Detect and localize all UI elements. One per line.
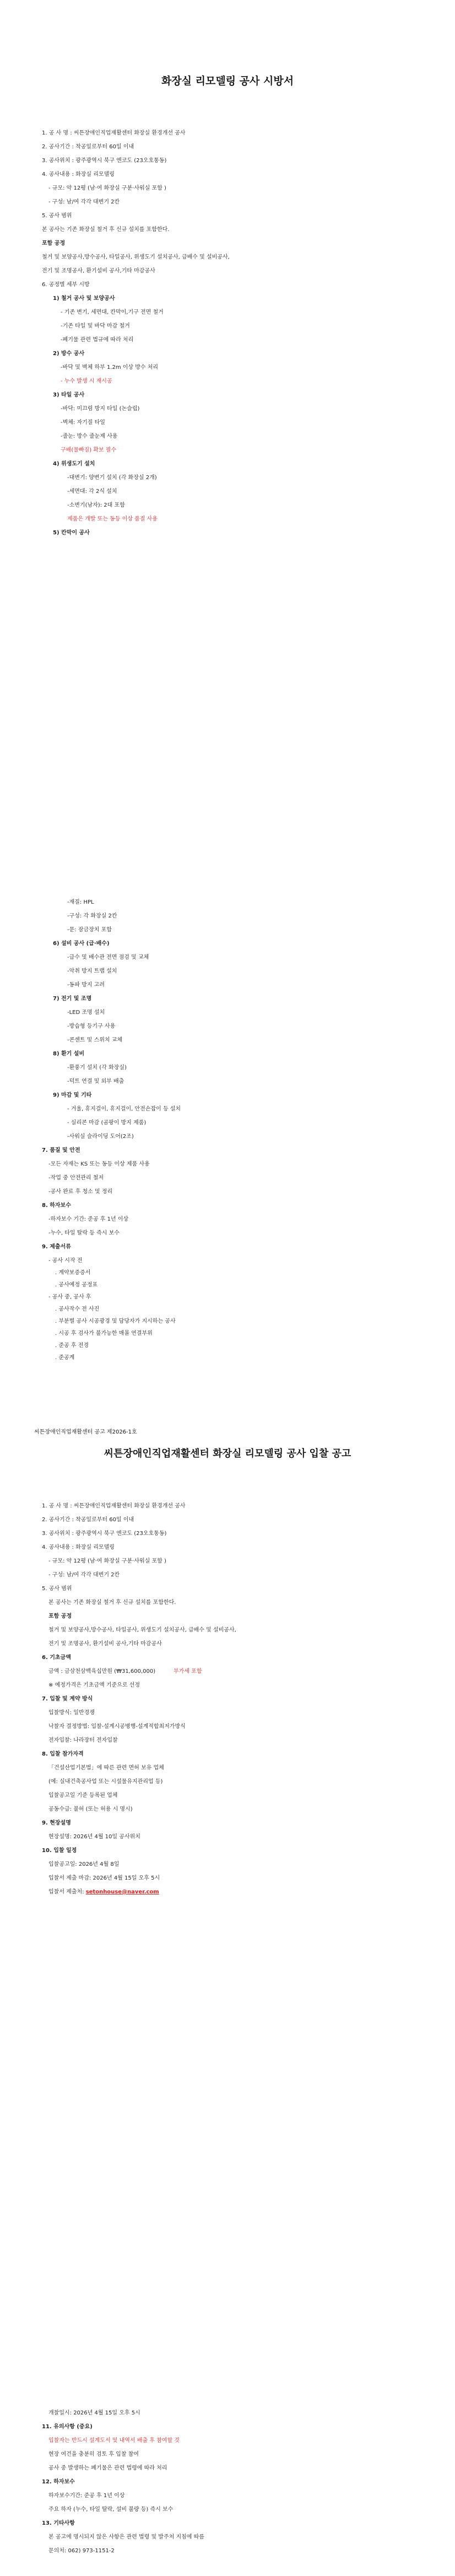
spec-line: 5. 공사 범위 xyxy=(42,213,72,219)
notice-number: 씨튼장애인직업재활센터 공고 제2026-1호 xyxy=(34,1429,137,1435)
notice-line: 본 공사는 기존 화장실 철거 후 신규 설치를 포함한다. xyxy=(48,1600,176,1606)
spec-line: -악취 방지 트랩 설치 xyxy=(67,968,117,974)
spec-line: 포함 공정 xyxy=(42,240,66,246)
spec-line: 6) 설비 공사 (급·배수) xyxy=(53,941,110,947)
notice-line: 10. 입찰 일정 xyxy=(42,1848,77,1854)
spec-line: . 준공 후 전경 xyxy=(55,1343,89,1349)
notice-line: 입찰공고일 기준 등록된 업체 xyxy=(48,1793,118,1799)
spec-line: -구성: 각 화장실 2칸 xyxy=(67,913,117,919)
notice-line: ※ 예정가격은 기초금액 기준으로 선정 xyxy=(48,1682,140,1688)
notice-line: 포함 공정 xyxy=(48,1613,72,1619)
spec-line: 1) 철거 공사 및 보양공사 xyxy=(53,296,115,302)
spec-line: 6. 공정별 세부 시방 xyxy=(42,282,90,288)
notice-line: 입찰공고일: 2026년 4월 8일 xyxy=(48,1861,120,1867)
notice-line: - 규모: 약 12평 (남·여 화장실 구분·사워실 포함 ) xyxy=(48,1558,166,1564)
notice-line: 입찰서 제출 마감: 2026년 4월 15일 오후 5시 xyxy=(48,1875,160,1881)
notice-line: 입찰방식: 일반경쟁 xyxy=(48,1710,95,1716)
notice-line: 공사 중 발생하는 폐기물은 관련 법령에 따라 처리 xyxy=(48,2465,167,2471)
spec-line: 8) 환기 설비 xyxy=(53,1051,85,1057)
spec-line: . 준공계 xyxy=(55,1355,75,1361)
notice-line: 8. 입찰 참가자격 xyxy=(42,1751,84,1757)
spec-line: . 공사예정 공정표 xyxy=(55,1282,98,1288)
notice-line: 전기 및 조명공사, 환기설비 공사,기타 마감공사 xyxy=(48,1641,162,1647)
notice-line: 주요 하자 (누수, 타일 탈락, 설비 불량 등) 즉시 보수 xyxy=(48,2507,174,2513)
spec-line: -사워실 슬라이딩 도어(2조) xyxy=(67,1134,134,1140)
spec-title: 화장실 리모델링 공사 시방서 xyxy=(161,75,294,87)
notice-line: 개찰일시: 2026년 4월 15일 오후 5시 xyxy=(48,2410,140,2416)
spec-line: 4. 공사내용 : 화장실 리모델링 xyxy=(42,171,115,178)
notice-line: 본 공고에 명시되지 않은 사항은 관련 법령 및 발주처 지침에 따름 xyxy=(48,2534,204,2540)
notice-line: - 구성: 남/여 각각 대변기 2칸 xyxy=(48,1572,120,1578)
vat-note: 부가세 포함 xyxy=(174,1668,202,1675)
spec-line: . 부분별 공사 시공광경 및 담당자가 지시하는 공사 xyxy=(55,1318,176,1324)
spec-line: -줄눈: 방수 줄눈제 사용 xyxy=(61,433,118,439)
notice-title: 씨튼장애인직업재활센터 화장실 리모델링 공사 입찰 공고 xyxy=(104,1448,351,1459)
spec-line: 9) 마감 및 기타 xyxy=(53,1092,92,1098)
notice-line: 전자입찰: 나라장터 전자입찰 xyxy=(48,1737,118,1743)
notice-line: 「건설산업기본법」에 따른 관련 면허 보유 업체 xyxy=(48,1765,164,1771)
spec-line: -문: 잠금장치 포함 xyxy=(67,927,112,933)
spec-line: 3) 타일 공사 xyxy=(53,392,85,398)
spec-line: - 공사 중, 공사 후 xyxy=(48,1294,91,1300)
spec-line: -LED 조명 설치 xyxy=(67,1010,105,1016)
notice-line: 철거 및 보양공사,방수공사, 타일공사, 위생도기 설치공사, 급배수 및 설비공사, xyxy=(48,1627,236,1633)
notice-line: 금액 : 금삼천삼백육십만원 (₩31,600,000) xyxy=(48,1668,156,1675)
spec-line: -환풍기 설치 (각 화장실) xyxy=(67,1065,127,1071)
spec-line: 구배(물빠짐) 확보 필수 xyxy=(61,447,117,453)
spec-line: -벽체: 자기질 타일 xyxy=(61,420,105,426)
notice-line: 12. 하자보수 xyxy=(42,2479,75,2485)
notice-line: 문의처: 062) 973-1151-2 xyxy=(48,2548,115,2554)
spec-line: - 실리콘 마감 (곰팡이 방지 제품) xyxy=(67,1120,147,1126)
spec-line: -세면대: 각 2식 설치 xyxy=(67,489,117,495)
notice-line: 공동수급: 불허 (또는 허용 시 명시) xyxy=(48,1806,133,1812)
notice-line: 5. 공사 범위 xyxy=(42,1586,72,1592)
spec-line: -작업 중 안전관리 철저 xyxy=(48,1175,104,1181)
spec-line: - 거울, 휴지걸이, 휴지걸이, 안전손잡이 등 설치 xyxy=(67,1106,181,1112)
spec-line: 4) 위생도기 설치 xyxy=(53,461,95,467)
spec-line: -대변기: 양변기 설치 (각 화장실 2개) xyxy=(67,475,157,481)
spec-line: -급수 및 배수관 전면 점검 및 교체 xyxy=(67,954,149,960)
spec-line: 제품은 개발 또는 동등 이상 품질 사용 xyxy=(67,516,158,522)
spec-line: 철거 및 보양공사,방수공사, 타일공사, 위생도기 설치공사, 급배수 및 설비공사, xyxy=(42,254,230,260)
notice-line: 7. 입찰 및 계약 방식 xyxy=(42,1696,93,1702)
spec-line: -방습형 등기구 사용 xyxy=(67,1023,116,1029)
notice-line: 13. 기타사항 xyxy=(42,2520,75,2526)
notice-line: 11. 유의사항 (중요) xyxy=(42,2424,93,2430)
spec-line: -누수, 타일 탈락 등 즉시 보수 xyxy=(48,1230,120,1236)
spec-line: -소변기(남자): 2대 포함 xyxy=(67,502,125,508)
spec-line: -기존 타일 및 바닥 마감 철거 xyxy=(61,323,130,329)
spec-line: - 공사 시작 전 xyxy=(48,1258,83,1264)
spec-line: -하자보수 기간: 준공 후 1년 이상 xyxy=(48,1216,129,1222)
spec-line: 7) 전기 및 조명 xyxy=(53,996,92,1002)
spec-line: 5) 칸막이 공사 xyxy=(53,530,90,536)
spec-line: -동파 방지 고려 xyxy=(67,982,105,988)
spec-line: . 시공 후 검사가 불가능한 매몰 연결부위 xyxy=(55,1330,153,1337)
email-line xyxy=(48,1888,159,1896)
spec-line: 1. 공 사 명 : 씨튼장애인직업재활센터 화장실 환경개선 공사 xyxy=(42,130,186,136)
notice-line: 6. 기초금액 xyxy=(42,1655,71,1661)
spec-line: - 누수 발생 시 재시공 xyxy=(61,378,112,384)
spec-line: 본 공사는 기존 화장실 철거 후 신규 설치를 포함한다. xyxy=(42,227,170,233)
spec-line: 8. 하자보수 xyxy=(42,1203,71,1209)
spec-line: 3. 공사위치 : 광주광역시 북구 엔코도 (23오호통동) xyxy=(42,158,167,164)
spec-line: - 기존 변기, 세면대, 칸막이,기구 전면 철거 xyxy=(61,309,164,315)
notice-line: 낙찰자 결정방법: 입찰-설계시공병행-설계적합최저가방식 xyxy=(48,1724,186,1730)
notice-line: 4. 공사내용 : 화장실 리모델링 xyxy=(42,1544,115,1550)
spec-line: . 계약보증증서 xyxy=(55,1270,91,1276)
spec-line: -재질: HPL xyxy=(67,899,94,905)
spec-line: -바닥 및 벽체 하부 1.2m 이상 방수 처리 xyxy=(61,364,159,371)
notice-line: 1. 공 사 명 : 씨튼장애인직업재활센터 화장실 환경개선 공사 xyxy=(42,1503,186,1509)
spec-line: 2) 방수 공사 xyxy=(53,351,85,357)
spec-line: -덕트 연결 및 외부 배출 xyxy=(67,1078,124,1085)
notice-line: 3. 공사위치 : 광주광역시 북구 엔코도 (23오호통동) xyxy=(42,1531,167,1537)
spec-line: 9. 제출서류 xyxy=(42,1244,71,1250)
notice-line: 9. 현장설명 xyxy=(42,1820,71,1826)
notice-line: 현장 여건을 충분히 검토 후 입찰 참여 xyxy=(48,2451,139,2457)
notice-line: 2. 공사기간 : 착공일로부터 60일 이내 xyxy=(42,1517,134,1523)
notice-line: 하자보수기간: 준공 후 1년 이상 xyxy=(48,2493,125,2499)
notice-line: (예: 실내건축공사업 또는 시설물유지관리업 등) xyxy=(48,1779,163,1785)
spec-line: - 규모: 약 12평 (남·여 화장실 구분·사워실 포함 ) xyxy=(48,185,166,191)
spec-line: - 구성: 남/여 각각 대변기 2칸 xyxy=(48,199,120,205)
spec-line: . 공사작수 전 사진 xyxy=(55,1306,100,1312)
spec-line: 7. 품질 및 안전 xyxy=(42,1147,80,1153)
spec-line: 전기 및 조명공사, 환기설비 공사,기타 마감공사 xyxy=(42,268,155,274)
spec-line: 2. 공사기간 : 착공일로부터 60일 이내 xyxy=(42,144,134,150)
email-label: 입찰서 제출처: xyxy=(48,1889,86,1895)
spec-line: -바닥: 미끄럼 방지 타일 (논슬립) xyxy=(61,406,140,412)
spec-line: -공사 완료 후 청소 및 정리 xyxy=(48,1189,113,1195)
spec-line: -콘센트 및 스위치 교체 xyxy=(67,1037,123,1043)
spec-line: -폐기물 관련 법규에 따라 처리 xyxy=(61,337,134,343)
spec-line: -모든 자재는 KS 또는 동등 이상 제품 사용 xyxy=(48,1161,150,1167)
email-link[interactable]: setonhouse@naver.com xyxy=(85,1889,159,1895)
notice-line: 현장설명: 2026년 4월 10일 공사위치 xyxy=(48,1834,140,1840)
notice-line: 입찰자는 반드시 설계도서 및 내역서 배출 후 참여할 것 xyxy=(48,2438,180,2444)
